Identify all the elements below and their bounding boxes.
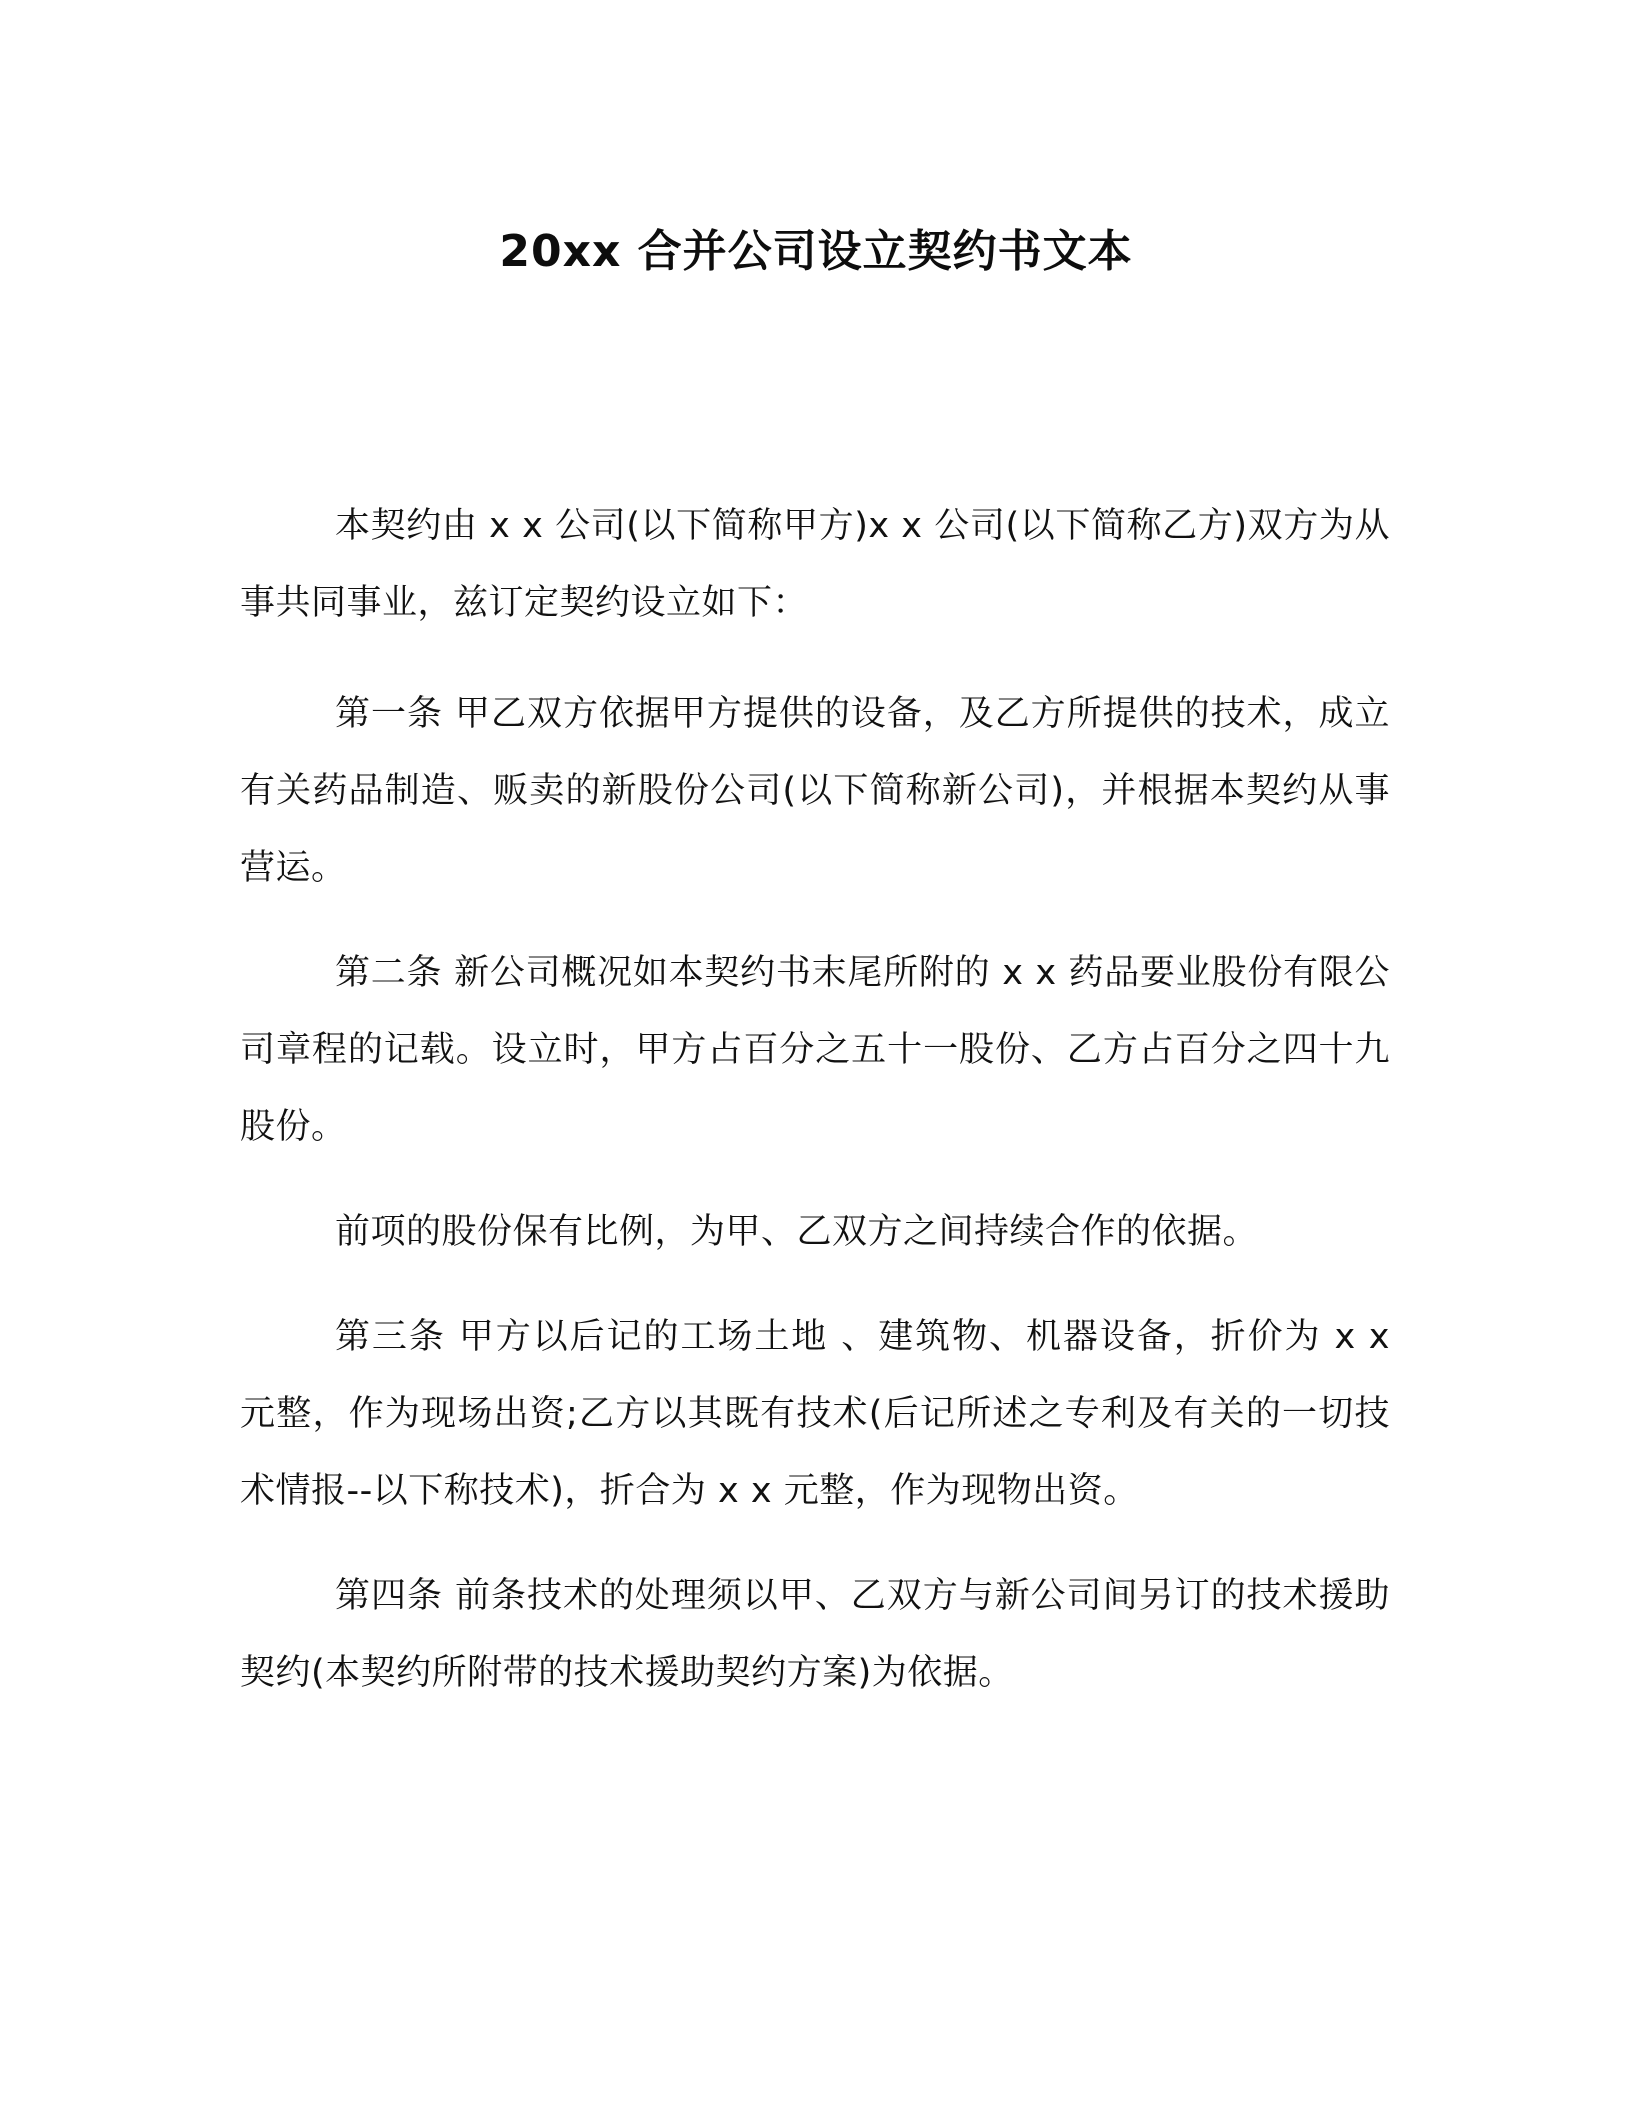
paragraph-article-3: 第三条 甲方以后记的工场土地 、建筑物、机器设备，折价为 x x 元整，作为现场出资;乙方以其既有技术(后记所述之专利及有关的一切技术情报--以下称技术)，折合为 x x 元整，作为现物出资。 xyxy=(240,1317,1390,1511)
paragraph-article-2: 第二条 新公司概况如本契约书末尾所附的 x x 药品要业股份有限公司章程的记载。设立时，甲方占百分之五十一股份、乙方占百分之四十九股份。 xyxy=(240,953,1390,1147)
paragraph-preamble: 本契约由 x x 公司(以下简称甲方)x x 公司(以下简称乙方)双方为从事共同事业，兹订定契约设立如下： xyxy=(240,506,1390,623)
paragraph-article-1: 第一条 甲乙双方依据甲方提供的设备，及乙方所提供的技术，成立有关药品制造、贩卖的新股份公司(以下简称新公司)，并根据本契约从事营运。 xyxy=(240,694,1390,888)
paragraph-article-4: 第四条 前条技术的处理须以甲、乙双方与新公司间另订的技术援助契约(本契约所附带的技术援助契约方案)为依据。 xyxy=(240,1576,1390,1693)
paragraph-article-2-note: 前项的股份保有比例，为甲、乙双方之间持续合作的依据。 xyxy=(335,1212,1259,1252)
document-body xyxy=(240,488,1390,1740)
document-title: 20xx 合并公司设立契约书文本 xyxy=(499,226,1133,277)
